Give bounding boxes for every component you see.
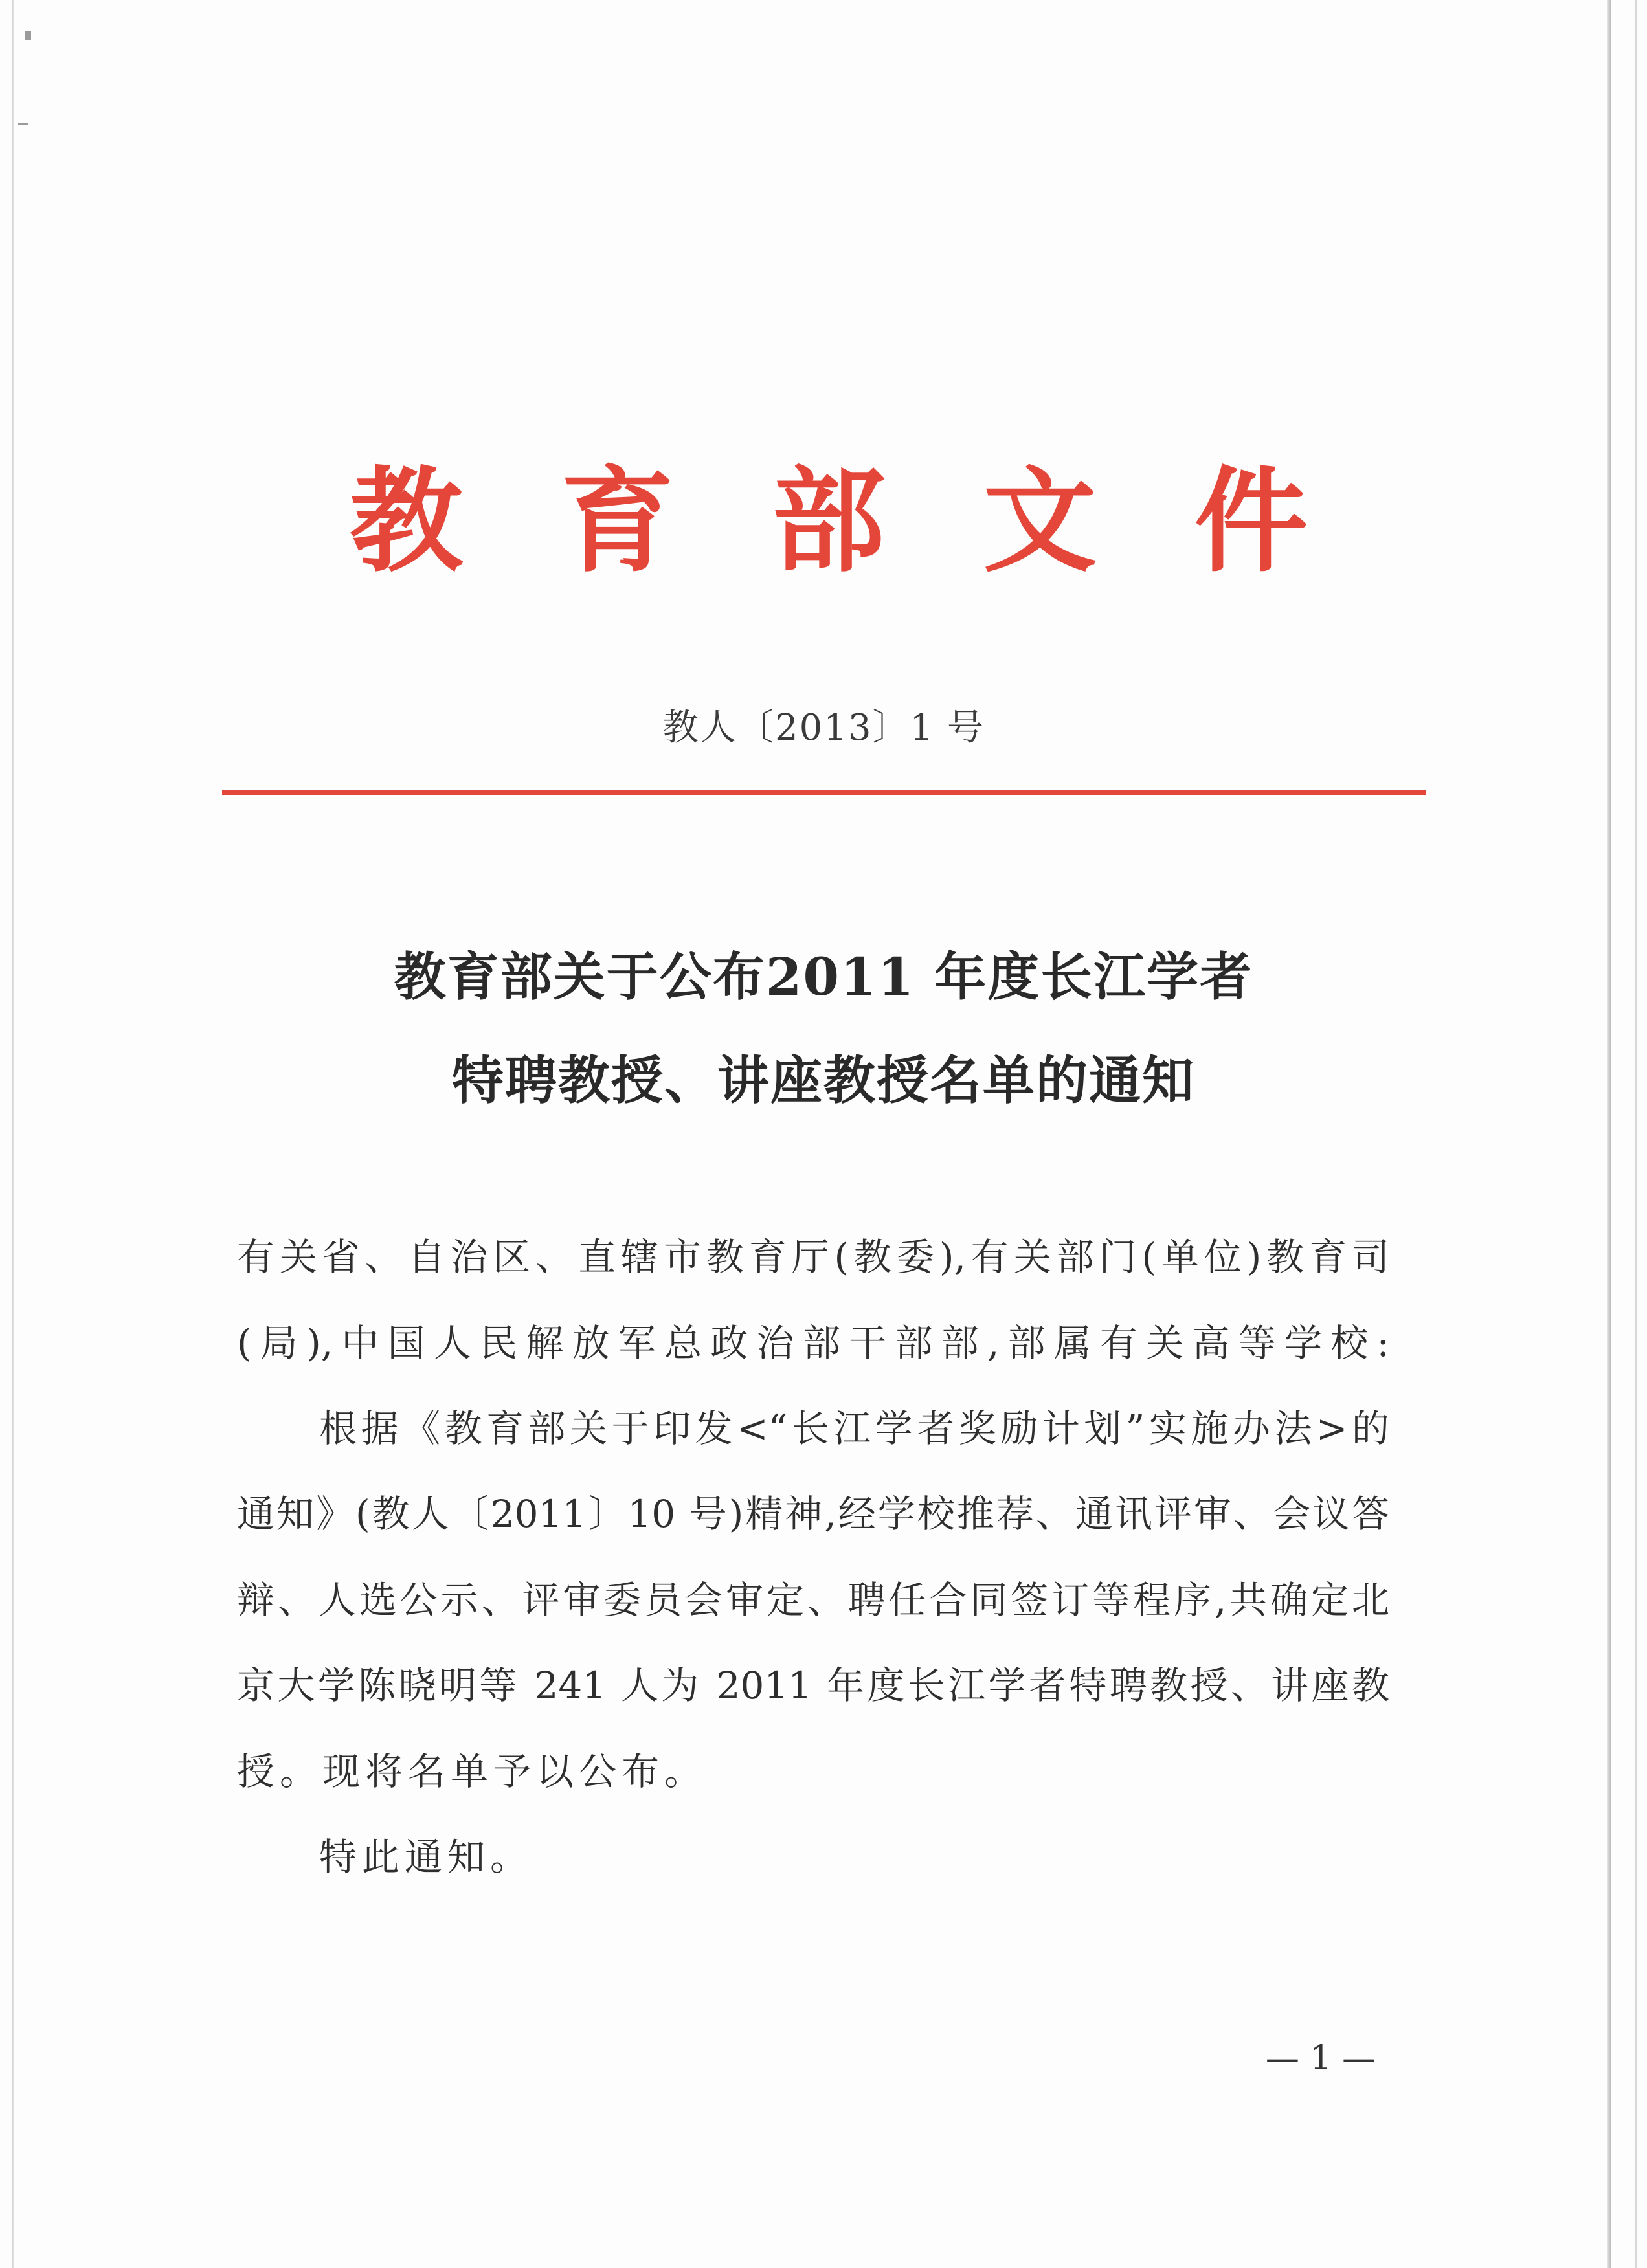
body-text-line: 辩、人选公示、评审委员会审定、聘任合同签订等程序,共确定北 xyxy=(237,1578,1389,1622)
notice-title-line-1: 教育部关于公布2011 年度长江学者 xyxy=(394,946,1253,1007)
body-text-line: (局),中国人民解放军总政治部干部部,部属有关高等学校: xyxy=(237,1321,1389,1365)
header-title-char: 文 xyxy=(983,454,1097,588)
scan-edge-right xyxy=(1607,0,1611,2268)
document-number: 教人〔2013〕1 号 xyxy=(662,707,985,749)
notice-title-line-2: 特聘教授、讲座教授名单的通知 xyxy=(452,1050,1195,1111)
header-title-char: 件 xyxy=(1194,454,1308,588)
scan-mark xyxy=(18,123,28,125)
header-title-char: 教 xyxy=(350,454,463,588)
red-divider-rule xyxy=(222,790,1426,795)
header-title-char: 部 xyxy=(772,454,886,588)
scan-mark xyxy=(25,31,31,40)
scan-edge-right-outer xyxy=(1635,0,1637,2268)
body-text-line: 通知》(教人〔2011〕10 号)精神,经学校推荐、通讯评审、会议答 xyxy=(237,1492,1389,1536)
body-text-line: 授。现将名单予以公布。 xyxy=(237,1750,708,1794)
scan-edge-left xyxy=(12,0,14,2268)
body-text-line: 根据《教育部关于印发<“长江学者奖励计划”实施办法>的 xyxy=(319,1406,1389,1451)
closing-text: 特此通知。 xyxy=(319,1835,533,1879)
header-title-char: 育 xyxy=(561,454,675,588)
page-number: — 1 — xyxy=(1265,2039,1376,2078)
document-header-title xyxy=(350,456,1308,586)
body-text-line: 有关省、自治区、直辖市教育厅(教委),有关部门(单位)教育司 xyxy=(237,1235,1389,1279)
body-text-line: 京大学陈晓明等 241 人为 2011 年度长江学者特聘教授、讲座教 xyxy=(237,1663,1389,1707)
